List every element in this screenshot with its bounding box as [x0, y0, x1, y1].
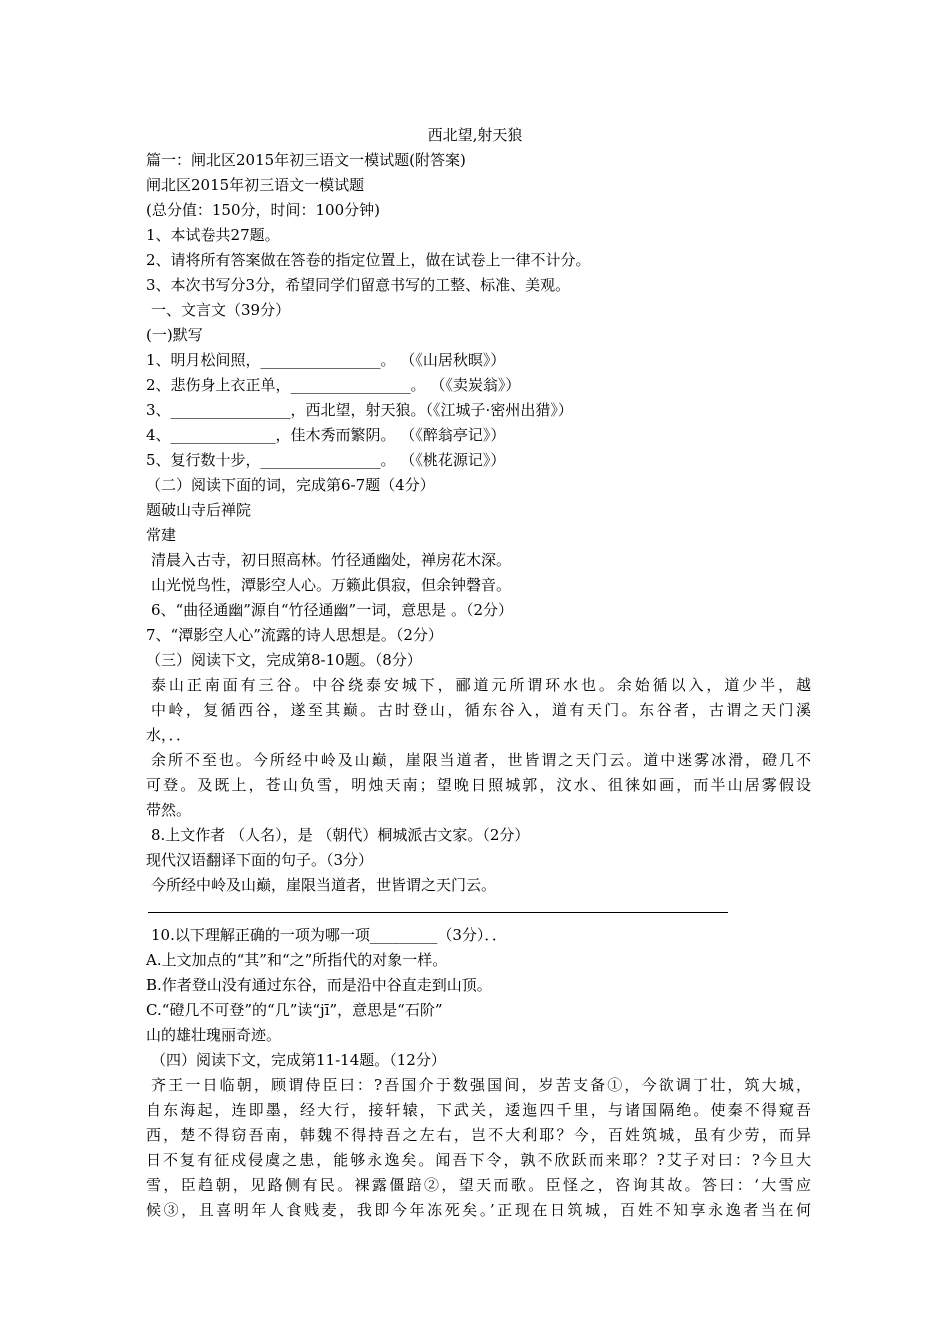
question-line: 4、______________，佳木秀而繁阴。 （《醉翁亭记》） [146, 426, 506, 444]
question-line: 现代汉语翻译下面的句子。（3分） [146, 851, 374, 869]
instruction-line: 3、本次书写分3分，希望同学们留意书写的工整、标准、美观。 [146, 276, 571, 294]
passage-line: 齐王一日临朝，顾谓侍臣曰：?吾国介于数强国间，岁苦支备①，今欲调丁壮，筑大城， [151, 1076, 811, 1094]
instruction-line: 1、本试卷共27题。 [146, 226, 280, 244]
question-line: 3、________________，西北望，射天狼。（《江城子·密州出猎》） [146, 401, 573, 419]
heading-line: 篇一：闸北区2015年初三语文一模试题(附答案) [146, 151, 466, 169]
passage-line: 带然。 [146, 801, 192, 819]
document-body [146, 148, 811, 1223]
passage-line: 雪，臣趋朝，见路侧有民。裸露僵踣②，望天而歌。臣怪之，咨询其故。答曰：‘大雪应 [146, 1176, 811, 1194]
passage-line: 日不复有征戍侵虞之患，能够永逸矣。闻吾下令，孰不欣跃而来耶？?艾子对曰：?今旦大 [146, 1151, 811, 1169]
passage-line: 余所不至也。今所经中岭及山巅，崖限当道者，世皆谓之天门云。道中迷雾冰滑，磴几不 [151, 751, 811, 769]
poem-title: 题破山寺后禅院 [146, 501, 252, 519]
question-line: 8.上文作者 （人名），是 （朝代）桐城派古文家。（2分） [151, 826, 530, 844]
question-line: 5、复行数十步，________________。 （《桃花源记》） [146, 451, 506, 469]
question-line: 1、明月松间照，________________。 （《山居秋暝》） [146, 351, 506, 369]
passage-line: 自东海起，连即墨，经大行，接轩辕，下武关，逶迤四千里，与诸国隔绝。使秦不得窥吾 [146, 1101, 811, 1119]
poem-line: 山光悦鸟性，潭影空人心。万籁此俱寂，但余钟磬音。 [151, 576, 512, 594]
passage-line: 水，．． [146, 726, 192, 744]
exam-title-line: 闸北区2015年初三语文一模试题 [146, 176, 365, 194]
instruction-line: 2、请将所有答案做在答卷的指定位置上，做在试卷上一律不计分。 [146, 251, 591, 269]
document-title: 西北望,射天狼 [427, 126, 523, 144]
passage-line: 西，楚不得窃吾南，韩魏不得持吾之左右，岂不大利耶？今，百姓筑城，虽有少劳，而异 [146, 1126, 811, 1144]
passage-line: 泰山正南面有三谷。中谷绕泰安城下，郦道元所谓环水也。余始循以入，道少半，越 [151, 676, 811, 694]
question-line: 今所经中岭及山巅，崖限当道者，世皆谓之天门云。 [151, 876, 497, 894]
question-line: 7、“潭影空人心”流露的诗人思想是。（2分） [146, 626, 443, 644]
question-line: 2、悲伤身上衣正单，________________。 （《卖炭翁》） [146, 376, 521, 394]
subsection-heading: (一)默写 [146, 326, 203, 344]
passage-line: 候③，且喜明年人食贱麦，我即今年冻死矣。’正现在日筑城，百姓不知享永逸者当在何 [146, 1201, 811, 1219]
subsection-heading: （三）阅读下文，完成第8-10题。（8分） [146, 651, 422, 669]
question-line: 6、“曲径通幽”源自“竹径通幽”一词，意思是 。（2分） [151, 601, 514, 619]
subsection-heading: （二）阅读下面的词，完成第6-7题（4分） [146, 476, 435, 494]
answer-rule [146, 898, 811, 923]
option-line: 山的雄壮瑰丽奇迹。 [146, 1026, 282, 1044]
subsection-heading: （四）阅读下文，完成第11-14题。（12分） [151, 1051, 446, 1069]
score-time-line: (总分值：150分，时间：100分钟) [146, 201, 380, 219]
passage-line: 中岭，复循西谷，遂至其巅。古时登山，循东谷入，道有天门。东谷者，古谓之天门溪 [151, 701, 811, 719]
option-line: C.“磴几不可登”的“几”读“jī”，意思是“石阶” [146, 1001, 443, 1019]
poem-author: 常建 [146, 526, 177, 544]
option-line: A.上文加点的“其”和“之”所指代的对象一样。 [146, 951, 448, 969]
section-heading: 一、文言文（39分） [151, 301, 291, 319]
question-line: 10.以下理解正确的一项为哪一项_________（3分）．． [151, 926, 507, 944]
poem-line: 清晨入古寺，初日照高林。竹径通幽处，禅房花木深。 [151, 551, 512, 569]
passage-line: 可登。及既上，苍山负雪，明烛天南；望晚日照城郭，汶水、徂徕如画，而半山居雾假设 [146, 776, 811, 794]
option-line: B.作者登山没有通过东谷，而是沿中谷直走到山顶。 [146, 976, 492, 994]
